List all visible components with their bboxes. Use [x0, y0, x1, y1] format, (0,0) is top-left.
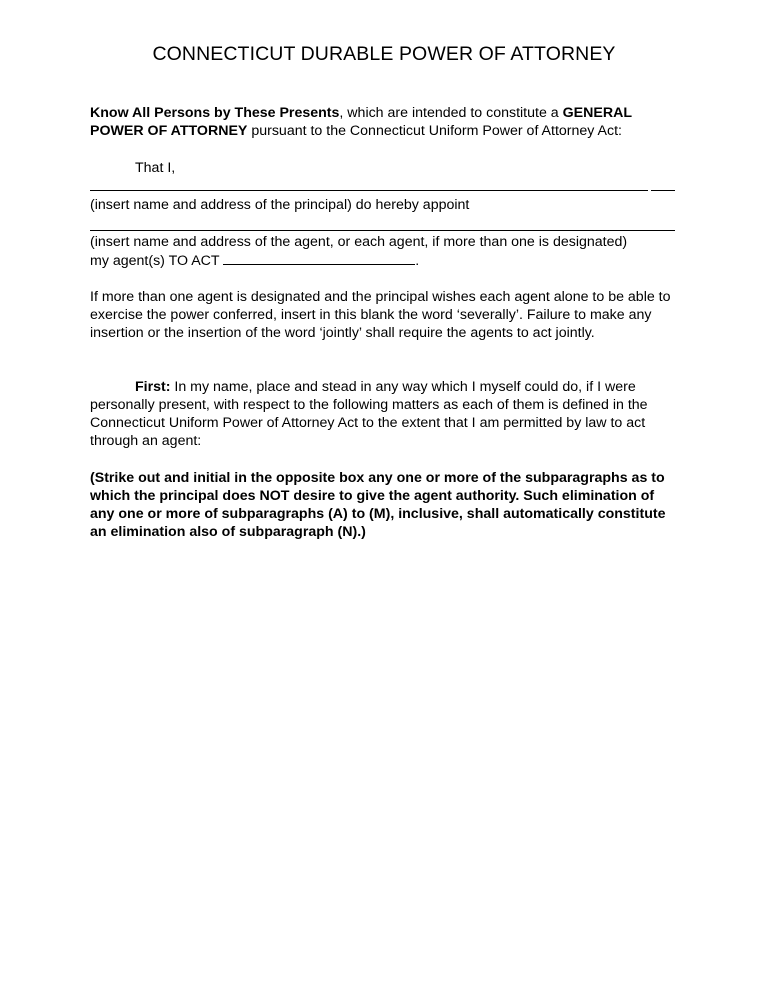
- intro-general-power: GENERAL POWER OF ATTORNEY: [90, 105, 632, 139]
- agent-blank-line[interactable]: [90, 230, 675, 231]
- intro-text-2: pursuant to the Connecticut Uniform Power of Attorney Act:: [247, 123, 622, 139]
- to-act-prefix: my agent(s) TO ACT: [90, 253, 220, 269]
- first-text: In my name, place and stead in any way which I myself could do, if I were personally present, with respect to the following matters as each of them is defined in the Connecticut Uniform Power of Attorney Act to the extent that I am permitted by law to act through an agent:: [90, 379, 648, 449]
- to-act-line: [90, 251, 680, 270]
- principal-blank-line-end: [651, 190, 675, 191]
- several-paragraph: If more than one agent is designated and the principal wishes each agent alone to be able to exercise the power conferred, insert in this blank the word ‘severally’. Failure to make any insertion or the insertion of the word ‘jointly’ shall require the agents to act jointly.: [90, 289, 671, 341]
- document-title: CONNECTICUT DURABLE POWER OF ATTORNEY: [152, 43, 616, 65]
- principal-blank-line[interactable]: [90, 190, 648, 191]
- to-act-suffix: .: [415, 253, 420, 269]
- strike-instruction: (Strike out and initial in the opposite box any one or more of the subparagraphs as to which the principal does NOT desire to give the agent authority. Such elimination of any one or more of subparagraphs (A) to (M), inclusive, shall automatically constitute an elimination also of subparagraph (N).): [90, 470, 666, 540]
- that-i-label: That I,: [135, 160, 176, 176]
- intro-paragraph: [90, 104, 680, 140]
- first-label: First:: [135, 379, 171, 395]
- intro-text-1: , which are intended to constitute a: [339, 105, 563, 121]
- intro-bold-lead: Know All Persons by These Presents: [90, 105, 340, 121]
- to-act-blank[interactable]: [223, 251, 415, 265]
- first-paragraph: [90, 378, 680, 450]
- agent-caption: (insert name and address of the agent, or each agent, if more than one is designated): [90, 234, 628, 250]
- principal-caption: (insert name and address of the principal) do hereby appoint: [90, 197, 470, 213]
